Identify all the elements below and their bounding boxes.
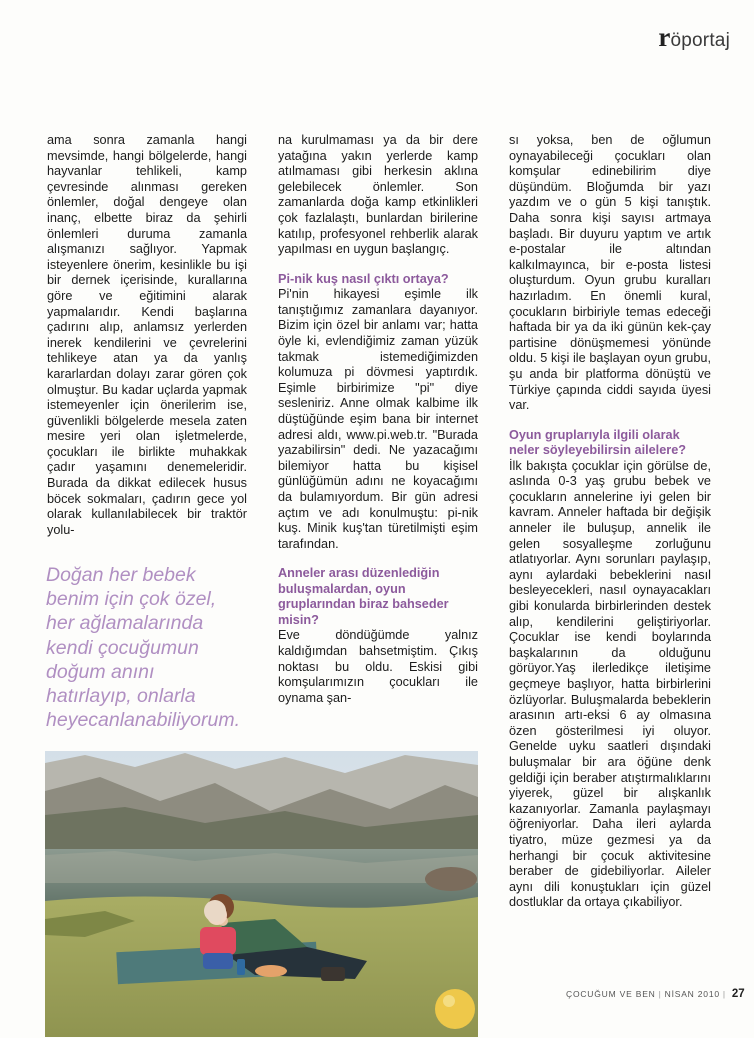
question-heading-pinik: Pi-nik kuş nasıl çıktı ortaya? (278, 271, 449, 286)
section-tag (658, 22, 730, 53)
column-3-intro: sı yoksa, ben de oğlumun oynayabileceği çocukları olan komşular edinebilirim diye düşündüm. Bloğumda bir yazı yazdım ve o gün 5 kişi tanıştık. Daha sonra kişi sayısı artmaya başladı. Bir duyuru yaptım ve artık e-postalar ile altından kalkılmayınca, bir e-posta listesi oluşturdum. Oyun grubu kuralları hazırladım. En önemli kural, çocukların birbiriyle temas edeceği haftada bir ya da iki günün kek-çay partisine dönüşmemesi yönünde oldu. 5 kişi ile başlayan oyun grubu, şu anda bir platforma dönüştü ve Türkiye çapında ciddi sayıda üyesi var. (509, 133, 711, 413)
column-3 (509, 133, 711, 911)
footer-separator: | (722, 989, 726, 999)
column-1-body: ama sonra zamanla hangi mevsimde, hangi bölgelerde, hangi hayvanlar tehlikeli, kamp çevresinde alınması gereken önlemler, doğal dengeye olan inanç, elbette biraz da şehirli önlemleri duruma zamanla alışmanızı sağlıyor. Yapmak isteyenlere önerim, kesinlikle bu işi bir dernek içerisinde, kurallarına göre ve eğitimini alarak yapmalarıdır. Kendi başlarına çadırını alıp, anlamsız yerlerden inerek kendilerini ve çevrelerini tehlikeye atan ya da yanlış kararlardan dolayı zarar gören çok olmuştur. Bu kadar uçlarda yapmak istemeyenler için önerilerim ise, güvenlikli bölgelerde mesela zaten mesire yeri olan işletmelerde, çocukları ile birlikte muhakkak çadır yaşamını denemeleridir. Burada da dikkat edilecek husus böcek sokmaları, çadırın gece yol olarak kullanılabilecek bir traktör yolu- (47, 133, 247, 537)
answer-playgroups: İlk bakışta çocuklar için görülse de, aslında 0-3 yaş grubu bebek ve çocukların annelerine iyi gelen bir kavram. Anneler haftada bir değişik anneler ile buluşup, annelik ile gelen sosyalleşme zorluğunu atlatıyorlar. Aynı sorunları paylaşıp, aynı aylardaki bebeklerini nasıl besleyecekleri, nasıl oynayacakları gibi konularda birbirlerinden destek alıp, kendilerini geliştiriyorlar. Çocuklar ise kendi boylarında başkalarının da olduğunu görüyor.Yaş ilerledikçe iletişime geçmeye başlıyor, hatta birbirlerini özlüyorlar. Buluşmalarda bebeklerin arasının artı-eksi 6 ay olmasına özen gösterilmesi iyi oluyor. Genelde uyku saatleri dışındaki buluşmalar bir ara öğüne denk geldiği için beraber atıştırmalıklarını yiyerek, güzel bir alışkanlık kazanıyorlar. Zamanla paylaşmayı öğreniyorlar. Daha ileri aylarda tiyatro, müze gezmesi ya da herhangi bir çocuk aktivitesine beraber de gidebiliyorlar. Aileler aynı dili konuştukları için güzel dostluklar da ortaya çıkabiliyor. (509, 458, 711, 910)
magazine-name: ÇOCUĞUM VE BEN (566, 989, 656, 999)
page-footer (566, 988, 745, 1000)
column-1 (47, 133, 247, 538)
pull-quote-line: benim için çok özel, (46, 588, 217, 611)
section-initial: r (658, 22, 671, 52)
section-name: öportaj (670, 30, 730, 51)
pull-quote-line: hatırlayıp, onlarla (46, 685, 196, 708)
answer-meetups: Eve döndüğümde yalnız kaldığımdan bahsetmiştim. Çıkış noktası bu oldu. Eskisi gibi komşularımızın çocukları ile oynama şan- (278, 628, 478, 705)
question-heading-meetups: Anneler arası düzenlediğin buluşmalardan, oyun gruplarından biraz bahseder misin? (278, 566, 449, 627)
pull-quote-line: Doğan her bebek (46, 564, 196, 586)
footer-separator: | (658, 989, 662, 999)
pull-quote-line: doğum anını (46, 660, 155, 683)
photo-mother-baby-lake (45, 751, 478, 1037)
question-heading-playgroups: Oyun gruplarıyla ilgili olarak neler söyleyebilirsin ailelere? (509, 427, 687, 458)
pull-quote-line: her ağlamalarında (46, 612, 204, 635)
page-number: 27 (731, 988, 745, 1000)
pull-quote-line: heyecanlanabiliyorum. (46, 709, 241, 732)
pull-quote-line: kendi çocuğumun (46, 636, 199, 659)
issue-date: NİSAN 2010 (664, 989, 720, 999)
column-2 (278, 133, 478, 706)
pull-quote (46, 563, 260, 732)
answer-pinik: Pi'nin hikayesi eşimle ilk tanıştığımız zamanlara dayanıyor. Bizim için özel bir anlamı var; hatta öyle ki, evlendiğimiz zaman yüzük takmak istemediğimizden kolumuza pi dövmesi yaptırdık. Eşimle birbirimize "pi" diye sesleniriz. Anne olmak kalbime ilk düştüğünde eşim bana bir internet adresi aldı, www.pi.web.tr. "Burada yazabilirsin" dedi. Ne yazacağımı bilemiyor hatta bu kişisel günlüğümün adını ne koyacağımı da bulamıyordum. Bir gün adresi açtım ve adı konulmuştu: pi-nik kuş. Minik kuş'tan türetilmişti eşim tarafından. (278, 287, 478, 551)
column-2-intro: na kurulmaması ya da bir dere yatağına yakın yerlerde kamp atılmaması gibi herkesin aklına gelebilecek önlemler. Son zamanlarda doğa kamp etkinlikleri çok fazlalaştı, bunlardan birilerine katılıp, profesyonel rehberlik alarak yapılması en uygun başlangıç. (278, 133, 478, 257)
